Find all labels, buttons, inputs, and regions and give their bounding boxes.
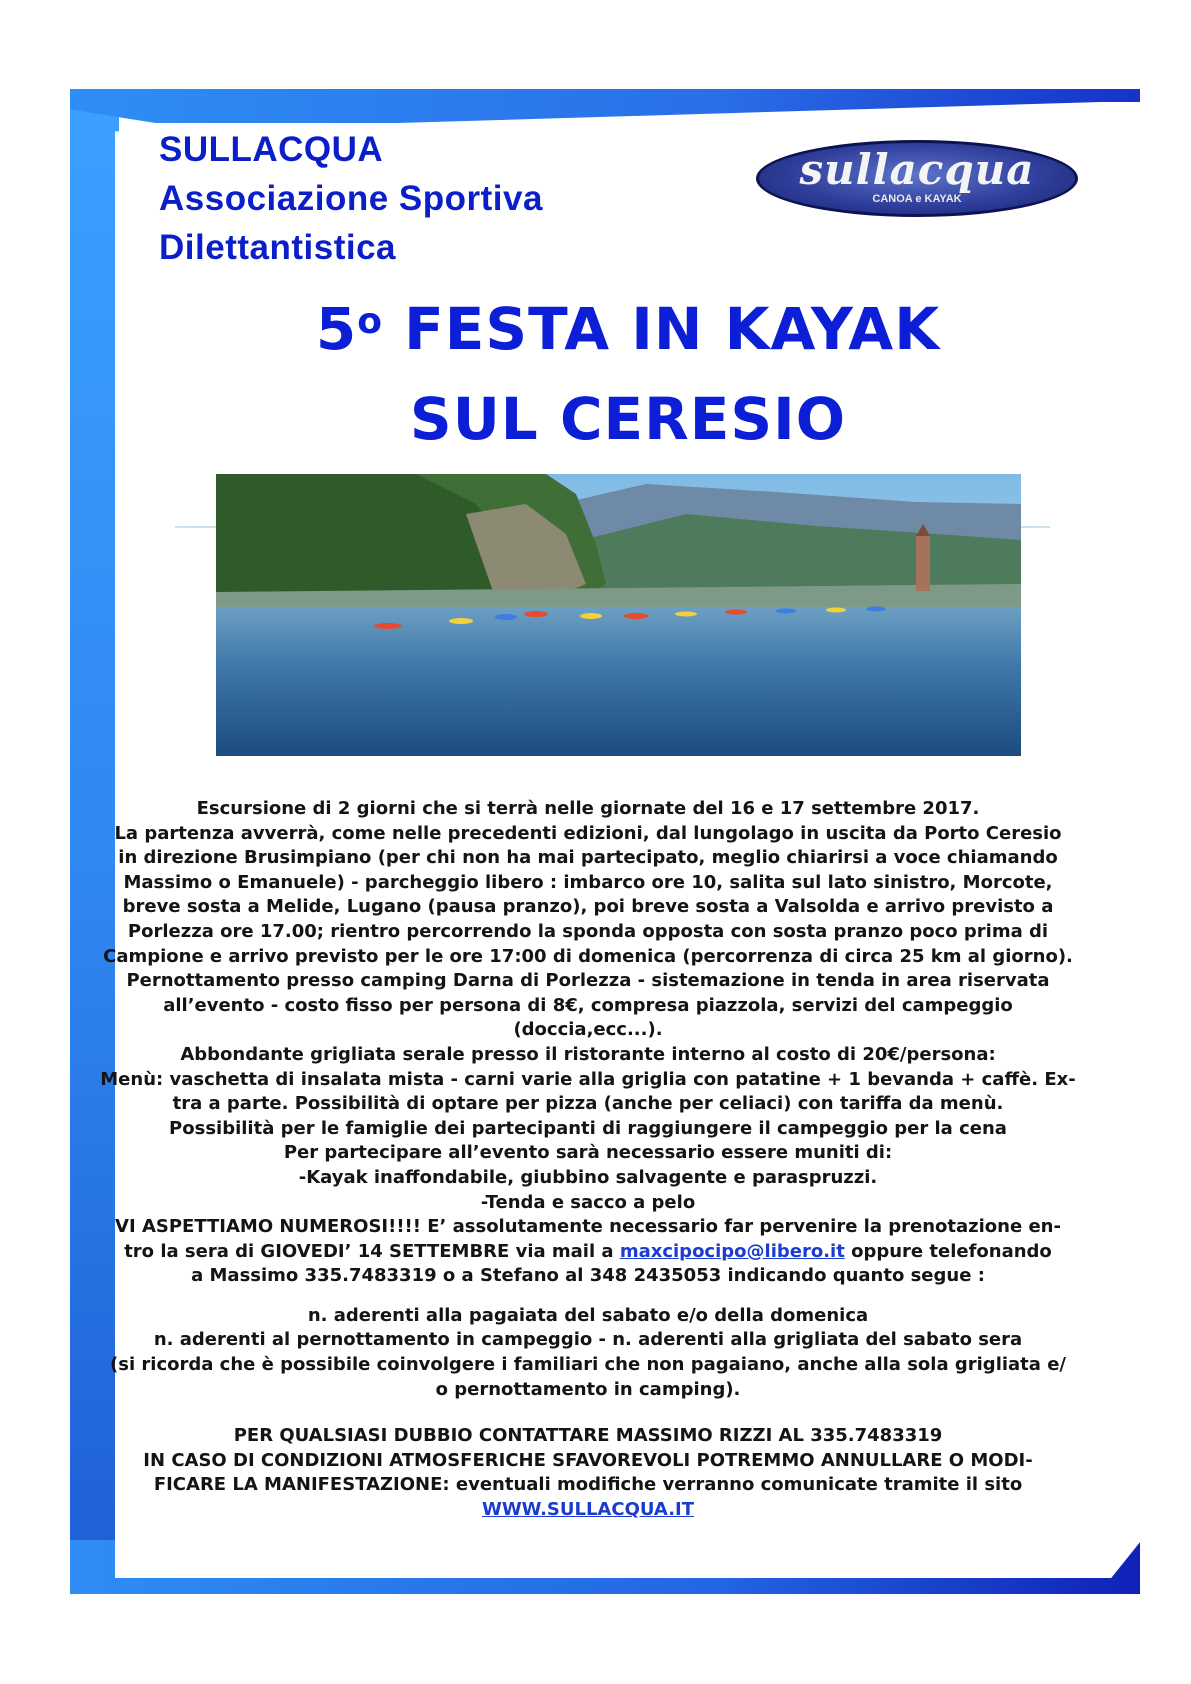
text-segment: tro la sera di GIOVEDI’ 14 SETTEMBRE via mail a [124,1240,620,1262]
event-title-line-2: SUL CERESIO [409,385,847,453]
text-line: Campione e arrivo previsto per le ore 17:00 di domenica (percorrenza di circa 25 km al giorno). [103,945,1073,967]
text-line: VI ASPETTIAMO NUMEROSI!!!! E’ assolutamente necessario far pervenire la prenotazione en- [115,1216,1061,1238]
text-line: a Massimo 335.7483319 o a Stefano al 348 2435053 indicando quanto segue : [191,1265,985,1287]
text-line: Escursione di 2 giorni che si terrà nelle giornate del 16 e 17 settembre 2017. [196,798,980,819]
title-degree: o [357,301,383,342]
org-line-2: Associazione Sportiva [159,179,543,218]
text-line: Pernottamento presso camping Darna di Porlezza - sistemazione in tenda in area riservata [126,970,1050,992]
title-number: 5 [315,295,358,363]
text-line: breve sosta a Melide, Lugano (pausa pranzo), poi breve sosta a Valsolda e arrivo previsto a [122,896,1054,918]
text-line: Abbondante grigliata serale presso il ristorante interno al costo di 20€/persona: [180,1043,996,1065]
text-line: Massimo o Emanuele) - parcheggio libero : imbarco ore 10, salita sul lato sinistro, Morcote, [123,871,1053,893]
text-line: La partenza avverrà, come nelle precedenti edizioni, dal lungolago in uscita da Porto Ceresio [114,822,1062,844]
logo-subtitle: CANOA e KAYAK [872,193,962,205]
org-line-1: SULLACQUA [159,130,384,169]
text-line: o pernottamento in camping). [435,1378,741,1400]
org-line-3: Dilettantistica [159,228,396,267]
text-line: n. aderenti alla pagaiata del sabato e/o della domenica [307,1304,869,1326]
spacer [88,1289,1088,1304]
text-line [88,1498,1088,1523]
text-line: (si ricorda che è possibile coinvolgere i familiari che non pagaiano, anche alla sola grigliata e/ [110,1354,1066,1376]
text-line [88,1240,1088,1265]
text-line: tra a parte. Possibilità di optare per pizza (anche per celiaci) con tariffa da menù. [172,1093,1004,1115]
text-segment: oppure telefonando [844,1240,1052,1262]
event-description [88,797,1088,1523]
text-line: Possibilità per le famiglie dei partecipanti di raggiungere il campeggio per la cena [169,1117,1007,1139]
text-line: FICARE LA MANIFESTAZIONE: eventuali modifiche verranno comunicate tramite il sito [153,1474,1023,1496]
text-line: Per partecipare all’evento sarà necessario essere muniti di: [283,1142,893,1164]
logo-wordmark: sullacqua [799,145,1035,194]
lake-scene-illustration [216,474,1021,756]
event-title-line-1 [118,295,1138,363]
text-line: (doccia,ecc...). [513,1019,663,1041]
text-line: in direzione Brusimpiano (per chi non ha mai partecipato, meglio chiarirsi a voce chiamando [118,847,1058,869]
text-line: IN CASO DI CONDIZIONI ATMOSFERICHE SFAVOREVOLI POTREMMO ANNULLARE O MODI- [143,1449,1033,1471]
text-line: PER QUALSIASI DUBBIO CONTATTARE MASSIMO RIZZI AL 335.7483319 [233,1425,943,1447]
email-link[interactable]: maxcipocipo@libero.it [619,1240,845,1262]
text-line: all’evento - costo fisso per persona di 8€, compresa piazzola, servizi del campeggio [163,994,1013,1016]
text-line: Menù: vaschetta di insalata mista - carni varie alla griglia con patatine + 1 bevanda + caffè. Ex- [100,1068,1076,1090]
title-text: FESTA IN KAYAK [382,295,941,363]
text-line: n. aderenti al pernottamento in campeggio - n. aderenti alla grigliata del sabato sera [153,1329,1023,1351]
sullacqua-logo [756,140,1078,217]
spacer [88,1402,1088,1424]
text-line: -Kayak inaffondabile, giubbino salvagente e paraspruzzi. [298,1166,878,1188]
website-link[interactable]: WWW.SULLACQUA.IT [481,1499,695,1521]
text-line: Porlezza ore 17.00; rientro percorrendo la sponda opposta con sosta pranzo poco prima di [127,920,1049,942]
lake-kayak-photo [216,474,1021,756]
organization-name [159,125,719,272]
text-line: -Tenda e sacco a pelo [480,1191,696,1213]
